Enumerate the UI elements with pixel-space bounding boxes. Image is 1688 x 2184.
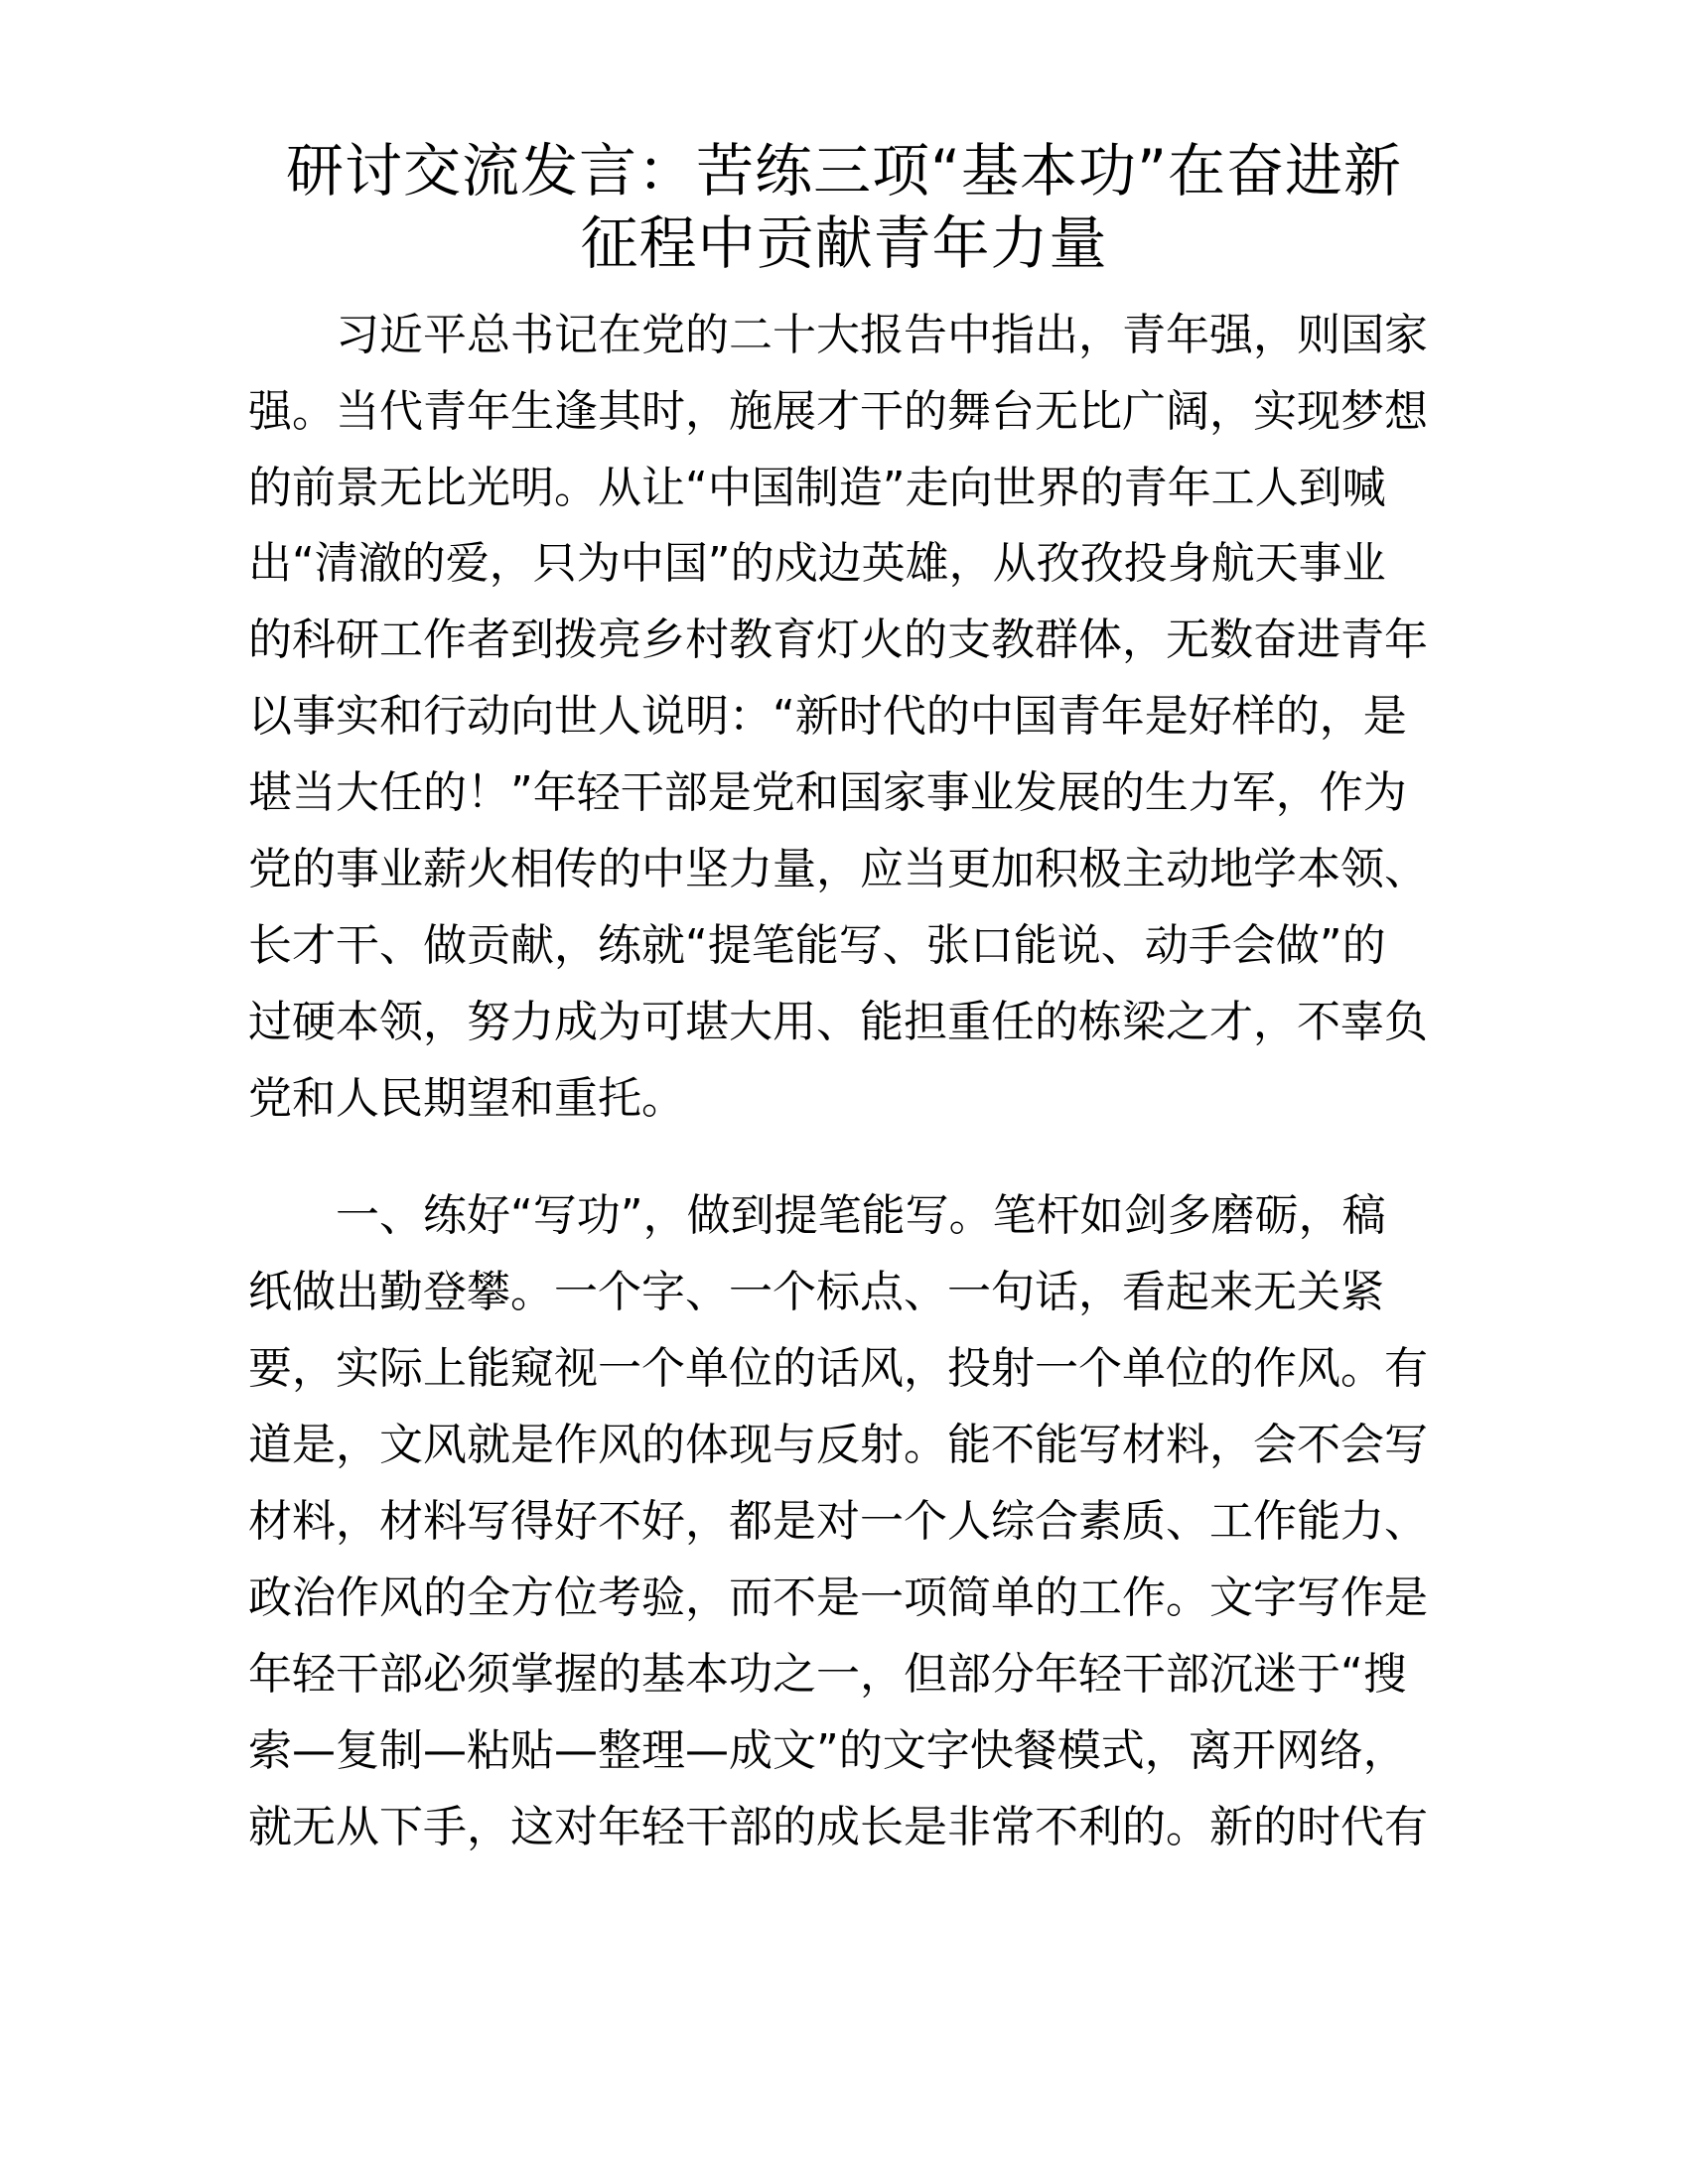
- paragraph2-line-5: 材料，材料写得好不好，都是对一个人综合素质、工作能力、: [248, 1496, 1428, 1547]
- paragraph1-line-2: 强。当代青年生逢其时，施展才干的舞台无比广阔，实现梦想: [248, 386, 1428, 437]
- paragraph2-line-7: 年轻干部必须掌握的基本功之一，但部分年轻干部沉迷于“搜: [248, 1649, 1407, 1700]
- paragraph1-line-4: 出“清澈的爱，只为中国”的戍边英雄，从孜孜投身航天事业: [248, 538, 1386, 589]
- paragraph2-line-3: 要，实际上能窥视一个单位的话风，投射一个单位的作风。有: [248, 1343, 1428, 1394]
- paragraph2-line-4: 道是，文风就是作风的体现与反射。能不能写材料，会不会写: [248, 1420, 1428, 1470]
- document-title-line-2: 征程中贡献青年力量: [580, 209, 1108, 277]
- paragraph2-line-6: 政治作风的全方位考验，而不是一项简单的工作。文字写作是: [248, 1572, 1428, 1623]
- paragraph1-line-8: 党的事业薪火相传的中坚力量，应当更加积极主动地学本领、: [248, 844, 1428, 894]
- paragraph1-line-6: 以事实和行动向世人说明：“新时代的中国青年是好样的，是: [248, 691, 1407, 742]
- paragraph1-line-7: 堪当大任的！”年轻干部是党和国家事业发展的生力军，作为: [248, 767, 1407, 818]
- paragraph2-line-9: 就无从下手，这对年轻干部的成长是非常不利的。新的时代有: [248, 1802, 1428, 1852]
- paragraph1-line-3: 的前景无比光明。从让“中国制造”走向世界的青年工人到喊: [248, 463, 1386, 513]
- document-title-line-1: 研讨交流发言：苦练三项“基本功”在奋进新: [285, 137, 1403, 205]
- paragraph1-line-5: 的科研工作者到拨亮乡村教育灯火的支教群体，无数奋进青年: [248, 614, 1428, 665]
- paragraph2-line-8: 索—复制—粘贴—整理—成文”的文字快餐模式，离开网络，: [248, 1725, 1407, 1776]
- paragraph2-line-2: 纸做出勤登攀。一个字、一个标点、一句话，看起来无关紧: [248, 1267, 1384, 1317]
- paragraph1-line-10: 过硬本领，努力成为可堪大用、能担重任的栋梁之才，不辜负: [248, 997, 1428, 1047]
- paragraph1-line-1: 习近平总书记在党的二十大报告中指出，青年强，则国家: [336, 310, 1428, 360]
- paragraph2-line-1: 一、练好“写功”，做到提笔能写。笔杆如剑多磨砺，稿: [336, 1190, 1386, 1241]
- paragraph1-line-11: 党和人民期望和重托。: [248, 1073, 685, 1124]
- paragraph1-line-9: 长才干、做贡献，练就“提笔能写、张口能说、动手会做”的: [248, 920, 1386, 971]
